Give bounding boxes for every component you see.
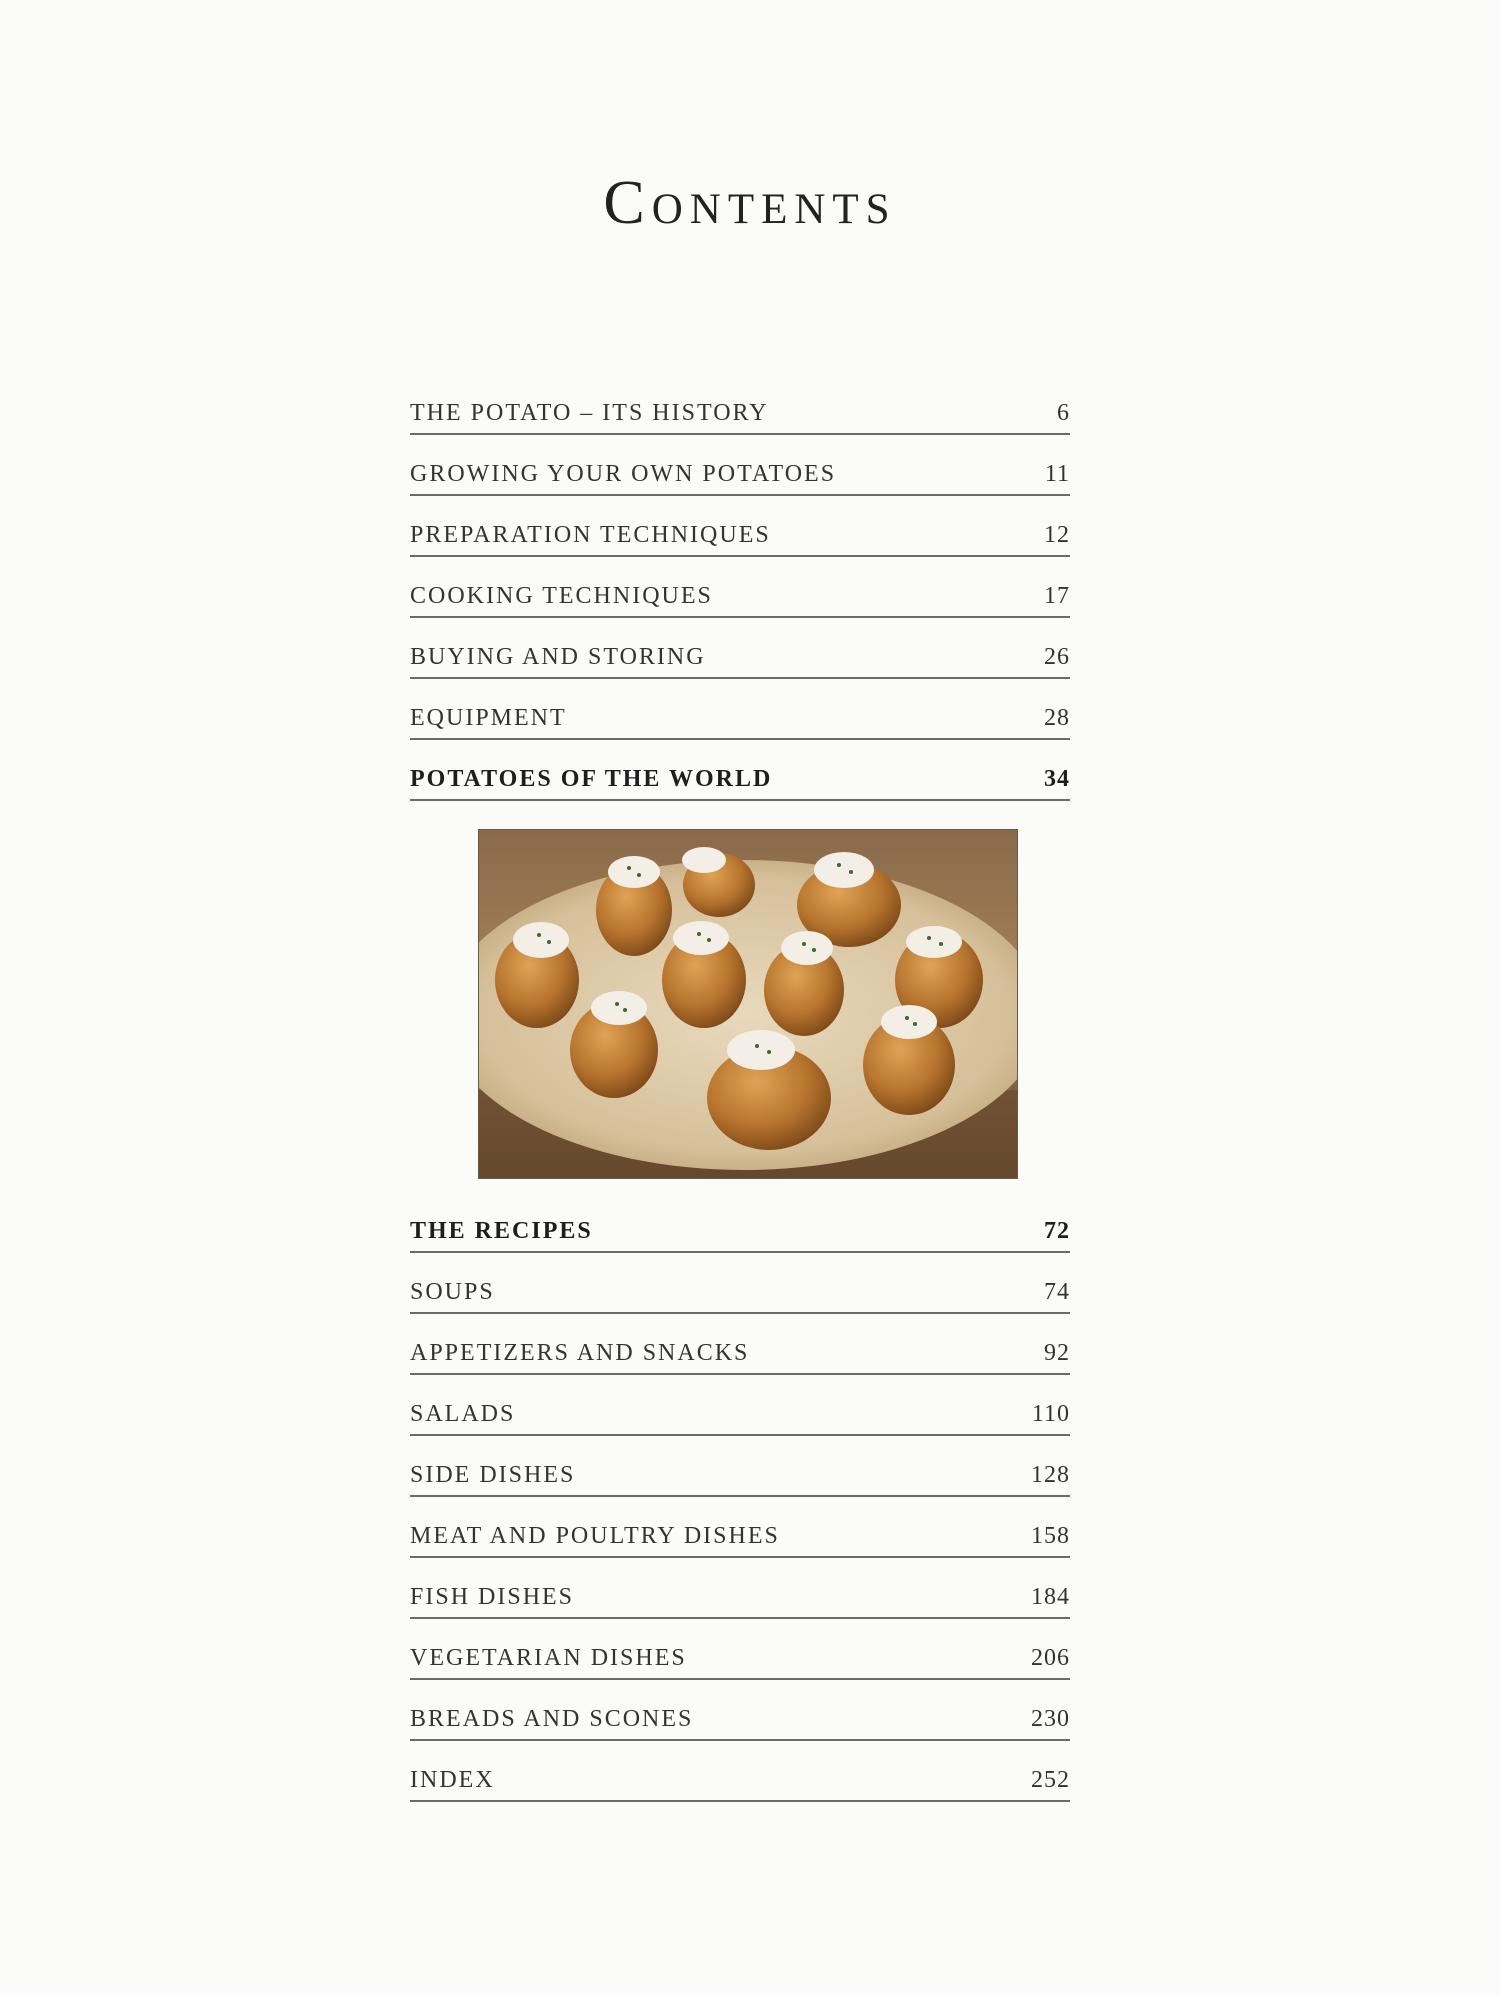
toc-entry-page: 206 — [1031, 1645, 1070, 1671]
toc-entry — [410, 1439, 1070, 1497]
toc-entry — [410, 499, 1070, 557]
toc-entry — [410, 1500, 1070, 1558]
toc-entry-label: POTATOES OF THE WORLD — [410, 766, 773, 792]
toc-entry-label: SOUPS — [410, 1279, 495, 1305]
toc-entry-page: 17 — [1044, 583, 1070, 609]
toc-entry-page: 6 — [1057, 400, 1070, 426]
toc-entry-label: MEAT AND POULTRY DISHES — [410, 1523, 780, 1549]
toc-entry-page: 74 — [1044, 1279, 1070, 1305]
toc-entry — [410, 1317, 1070, 1375]
toc-entry-label: SIDE DISHES — [410, 1462, 576, 1488]
toc-entry — [410, 682, 1070, 740]
toc-entry-page: 11 — [1044, 461, 1070, 487]
toc-entry — [410, 1195, 1070, 1253]
toc-entry-label: EQUIPMENT — [410, 705, 567, 731]
toc-entry-page: 158 — [1031, 1523, 1070, 1549]
toc-entry-label: COOKING TECHNIQUES — [410, 583, 713, 609]
toc-entry-page: 92 — [1044, 1340, 1070, 1366]
toc-entry-label: PREPARATION TECHNIQUES — [410, 522, 771, 548]
toc-entry — [410, 560, 1070, 618]
toc-entry-label: THE POTATO – ITS HISTORY — [410, 400, 769, 426]
toc-entry-label: GROWING YOUR OWN POTATOES — [410, 461, 837, 487]
toc-entry-page: 12 — [1044, 522, 1070, 548]
toc-entry-page: 252 — [1031, 1767, 1070, 1793]
potato-appetizer-photo — [478, 829, 1018, 1179]
toc-entry-label: THE RECIPES — [410, 1218, 593, 1244]
toc-entry-page: 184 — [1031, 1584, 1070, 1610]
toc-entry — [410, 1378, 1070, 1436]
toc-entry — [410, 438, 1070, 496]
toc-entry-label: APPETIZERS AND SNACKS — [410, 1340, 750, 1366]
toc-entry-label: SALADS — [410, 1401, 516, 1427]
toc-section-front — [410, 377, 1070, 804]
toc-entry-page: 26 — [1044, 644, 1070, 670]
toc-entry-page: 230 — [1031, 1706, 1070, 1732]
toc-entry-label: INDEX — [410, 1767, 495, 1793]
toc-entry-label: VEGETARIAN DISHES — [410, 1645, 687, 1671]
toc-entry-page: 28 — [1044, 705, 1070, 731]
toc-entry — [410, 1256, 1070, 1314]
toc-entry — [410, 743, 1070, 801]
toc-entry — [410, 1683, 1070, 1741]
toc-entry-page: 110 — [1031, 1401, 1070, 1427]
toc-entry-page: 34 — [1044, 766, 1070, 792]
toc-entry-page: 72 — [1044, 1218, 1070, 1244]
toc-entry — [410, 1622, 1070, 1680]
toc-entry-label: BREADS AND SCONES — [410, 1706, 694, 1732]
toc-entry — [410, 621, 1070, 679]
toc-entry-label: BUYING AND STORING — [410, 644, 706, 670]
toc-entry-label: FISH DISHES — [410, 1584, 575, 1610]
page-title: Contents — [603, 169, 897, 237]
toc-entry — [410, 377, 1070, 435]
toc-entry-page: 128 — [1031, 1462, 1070, 1488]
toc-section-recipes — [410, 1195, 1070, 1805]
toc-entry — [410, 1561, 1070, 1619]
toc-entry — [410, 1744, 1070, 1802]
